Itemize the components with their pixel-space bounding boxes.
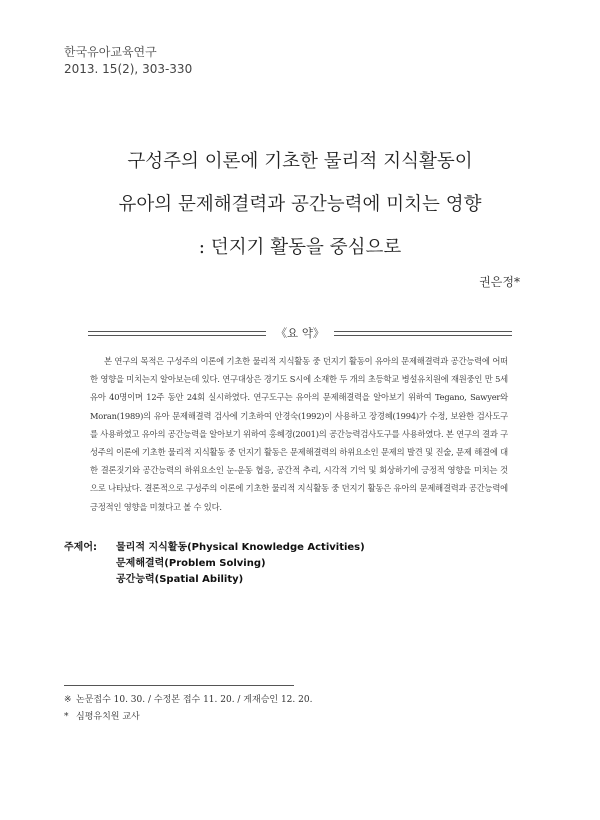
keywords-label: 주제어: [64, 542, 97, 553]
keyword-item: 공간능력(Spatial Ability) [116, 574, 244, 585]
abstract-rule-right [334, 331, 512, 336]
footnote-mark: * [64, 712, 69, 722]
journal-header [64, 44, 192, 78]
abstract-heading-label: 《요 약》 [275, 326, 325, 340]
footnote-mark: ※ [64, 695, 72, 705]
paper-title [0, 140, 600, 269]
footnotes [64, 692, 312, 726]
keyword-item: 문제해결력(Problem Solving) [116, 558, 266, 569]
keywords-block [64, 540, 365, 588]
journal-name: 한국유아교육연구 [64, 45, 157, 59]
journal-citation: 2013. 15(2), 303-330 [64, 62, 193, 76]
keyword-item: 물리적 지식활동(Physical Knowledge Activities) [116, 542, 365, 553]
footnote-item [64, 709, 312, 726]
abstract-heading [88, 324, 512, 342]
title-line-1: 구성주의 이론에 기초한 물리적 지식활동이 [127, 151, 473, 172]
title-line-3: : 던지기 활동을 중심으로 [198, 237, 402, 258]
footnote-item [64, 692, 312, 709]
title-line-2: 유아의 문제해결력과 공간능력에 미치는 영향 [118, 194, 482, 215]
abstract-rule-left [88, 331, 266, 336]
footnote-divider [64, 685, 294, 686]
author-name: 권은정* [479, 275, 520, 289]
abstract-body: 본 연구의 목적은 구성주의 이론에 기초한 물리적 지식활동 중 던지기 활동이 유아의 문제해결력과 공간능력에 어떠한 영향을 미치는지 알아보는데 있다. 연구대상은 경기도 S시에 소재한 두 개의 초등학교 병설유치원에 재원중인 만 5세 유아 40명이며 12주 동안 24회 실시하였다. 연구도구는 유아의 문제해결력을 알아보기 위하여 Tegano, Sawyer와 Moran(1989)의 유아 문제해결력 검사에 기초하여 안경숙(1992)이 사용하고 장경혜(1994)가 수정, 보완한 검사도구를 사용하였고 유아의 공간능력을 알아보기 위하여 홍혜경(2001)의 공간능력검사도구를 사용하였다. 본 연구의 결과 구성주의 이론에 기초한 물리적 지식활동 중 던지기 활동은 문제해결력의 하위요소인 문제의 발견 및 진술, 문제 해결에 대한 결론짓기와 공간능력의 하위요소인 눈-운동 협응, 공간적 추리, 시각적 기억 및 회상하기에 긍정적 영향을 미치는 것으로 나타났다. 결론적으로 구성주의 이론에 기초한 물리적 지식활동 중 던지기 활동은 유아의 문제해결력과 공간능력에 긍정적인 영향을 미쳤다고 볼 수 있다. [90, 356, 508, 512]
footnote-text: 심평유치원 교사 [76, 712, 140, 722]
footnote-text: 논문접수 10. 30. / 수정본 접수 11. 20. / 게재승인 12. 20. [76, 695, 313, 705]
